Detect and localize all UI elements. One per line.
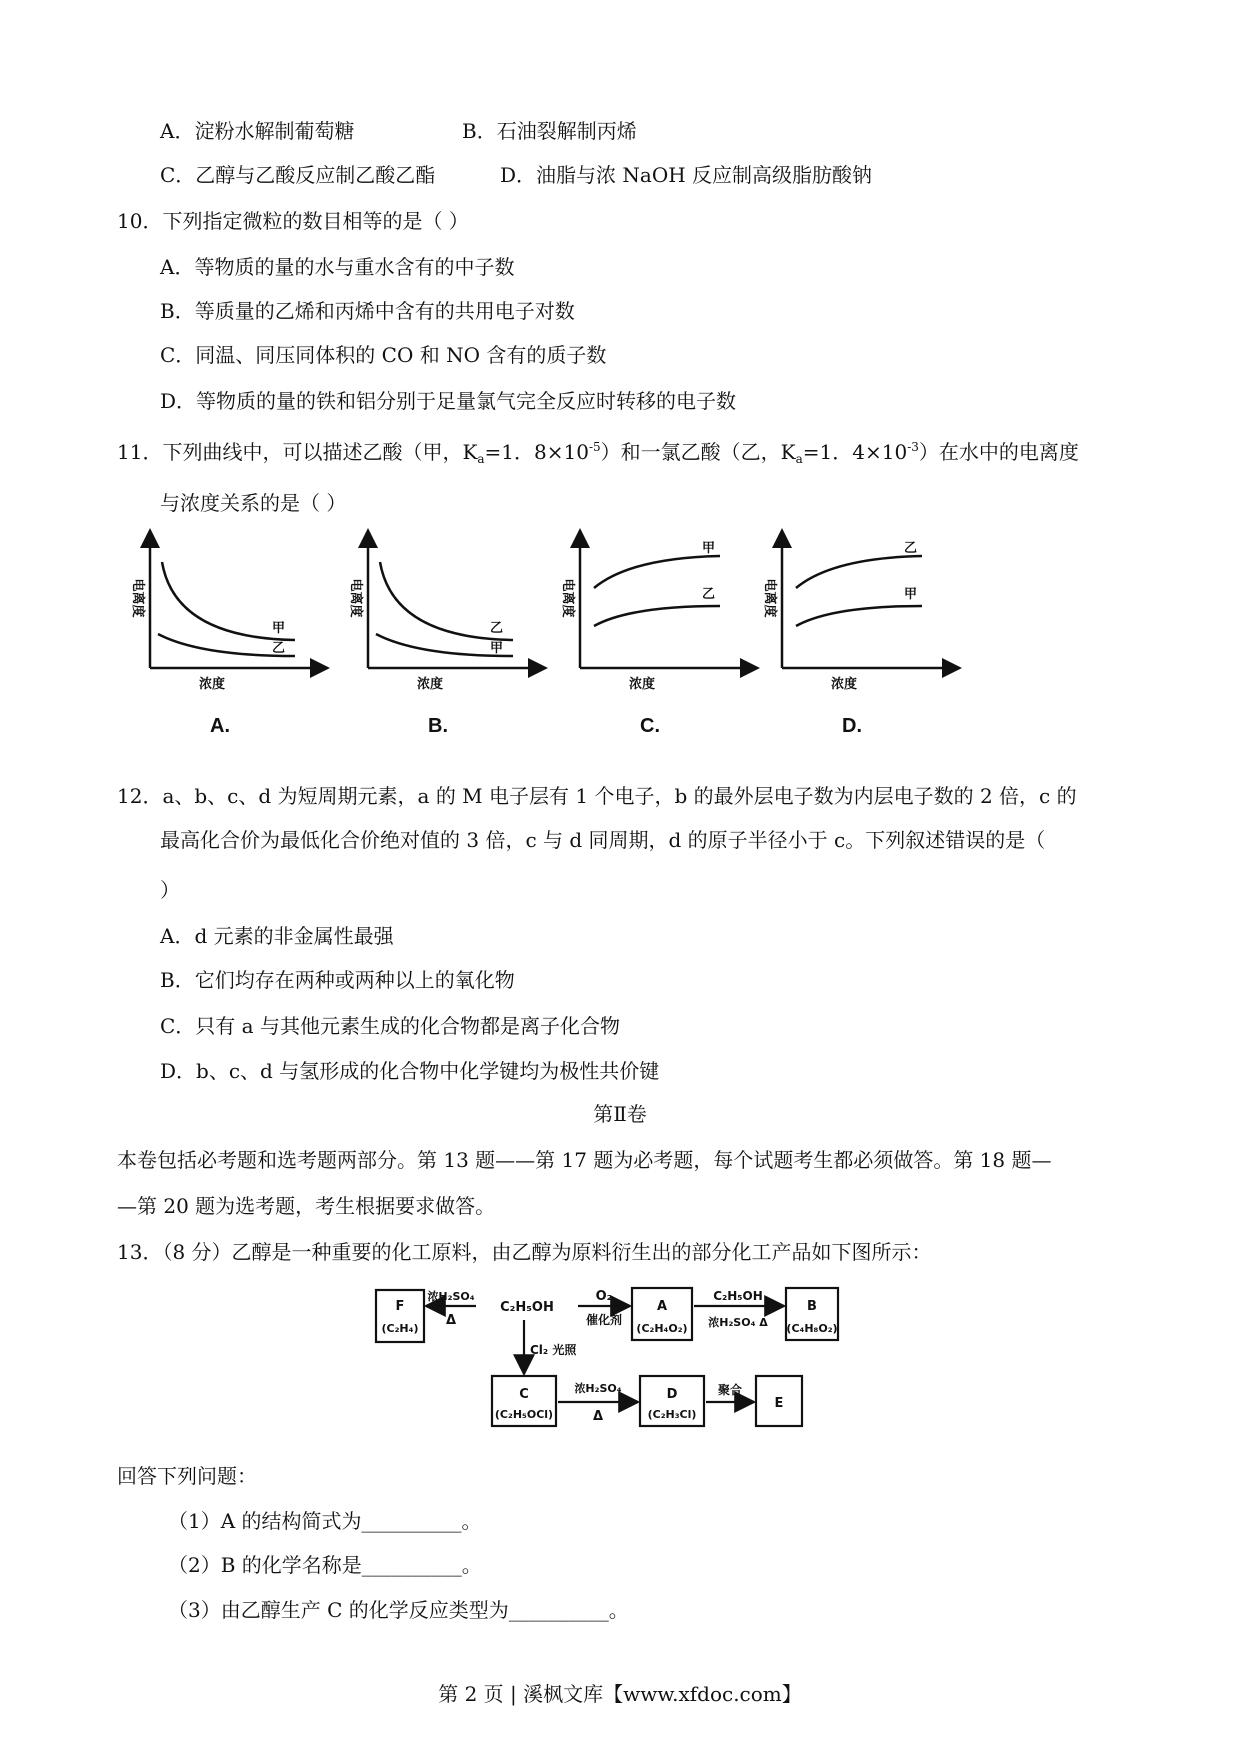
x-axis-label: 浓度 [198, 677, 226, 692]
q9-option-c: C．乙醇与乙酸反应制乙酸乙酯 [160, 163, 436, 187]
q10-option-a: A．等物质的量的水与重水含有的中子数 [160, 255, 515, 279]
q9-option-b: B．石油裂解制丙烯 [462, 119, 637, 143]
chart-option-letter: D. [842, 715, 862, 737]
q13-sub2: （2）B 的化学名称是__________。 [168, 1553, 482, 1577]
ab-condition-2: 浓H₂SO₄ Δ [708, 1316, 768, 1329]
part2-intro-line1: 本卷包括必考题和选考题两部分。第 13 题——第 17 题为必考题，每个试题考生都必须做答。第 18 题— [117, 1148, 1052, 1172]
ka-subscript: a [795, 452, 803, 466]
ka-exponent: -3 [907, 440, 919, 454]
q12-stem-line3: ） [160, 878, 180, 902]
c-formula: (C₂H₅OCl) [494, 1408, 554, 1421]
q13-stem: 13．（8 分）乙醇是一种重要的化工原料，由乙醇为原料衍生出的部分化工产品如下图所示： [117, 1240, 932, 1264]
q12-stem-line2: 最高化合价为最低化合价绝对值的 3 倍，c 与 d 同周期，d 的原子半径小于 c。下列叙述错误的是（ [160, 828, 1046, 852]
q12-option-b: B．它们均存在两种或两种以上的氧化物 [160, 968, 515, 992]
curve-lower [594, 606, 720, 626]
catalyst-condition: 催化剂 [585, 1313, 623, 1327]
ab-condition: C₂H₅OH [713, 1289, 763, 1303]
b-formula: (C₄H₈O₂) [786, 1322, 838, 1335]
q12-option-c: C．只有 a 与其他元素生成的化合物都是离子化合物 [160, 1014, 620, 1038]
curve-upper-label: 甲 [272, 621, 286, 636]
y-axis-label: 电离度 [348, 578, 363, 618]
cl2-condition: Cl₂ 光照 [530, 1343, 577, 1357]
de-condition: 聚合 [717, 1383, 743, 1397]
cd-condition: 浓H₂SO₄ [574, 1382, 622, 1395]
q10-option-d: D．等物质的量的铁和铝分别于足量氯气完全反应时转移的电子数 [160, 389, 737, 413]
q11-stem-part: =1．8×10 [484, 440, 589, 464]
curve-lower-label: 乙 [272, 641, 286, 656]
curve-upper [796, 556, 922, 588]
chart-c [560, 538, 750, 737]
curve-upper-label: 乙 [490, 621, 504, 636]
chart-b [348, 538, 538, 737]
curve-lower-label: 甲 [904, 587, 918, 602]
q12-option-d: D．b、c、d 与氢形成的化合物中化学键均为极性共价键 [160, 1059, 660, 1083]
d-formula: (C₂H₃Cl) [647, 1408, 697, 1421]
chart-option-letter: A. [210, 715, 230, 737]
q10-option-c: C．同温、同压同体积的 CO 和 NO 含有的质子数 [160, 343, 607, 367]
e-name: E [774, 1396, 784, 1411]
y-axis-label: 电离度 [560, 578, 575, 618]
q10-option-b: B．等质量的乙烯和丙烯中含有的共用电子对数 [160, 299, 575, 323]
x-axis-label: 浓度 [416, 677, 444, 692]
curve-upper [594, 556, 720, 588]
part2-title: 第Ⅱ卷 [593, 1102, 647, 1126]
q12-stem-line1: 12．a、b、c、d 为短周期元素，a 的 M 电子层有 1 个电子，b 的最外层电子数为内层电子数的 2 倍，c 的 [117, 784, 1077, 808]
q13-sub1: （1）A 的结构简式为__________。 [168, 1509, 482, 1533]
y-axis-label: 电离度 [762, 578, 777, 618]
q13-sub3: （3）由乙醇生产 C 的化学反应类型为__________。 [168, 1598, 629, 1622]
curve-lower-label: 甲 [490, 641, 504, 656]
f-formula: (C₂H₄) [381, 1322, 419, 1335]
q11-stem-part: =1．4×10 [802, 440, 908, 464]
o2-condition: O₂ [595, 1289, 613, 1304]
q9-option-a: A．淀粉水解制葡萄糖 [160, 119, 355, 143]
chart-a [130, 538, 320, 737]
c-name: C [519, 1387, 529, 1402]
b-name: B [807, 1299, 817, 1314]
page-footer: 第 2 页 | 溪枫文库【www.xfdoc.com】 [438, 1682, 802, 1706]
curve-lower [796, 606, 922, 626]
q13-reaction-diagram [370, 1270, 890, 1430]
curve-upper-label: 乙 [904, 541, 918, 556]
curve-lower-label: 乙 [702, 587, 716, 602]
f-name: F [395, 1299, 405, 1314]
f-condition-heat: Δ [445, 1313, 457, 1328]
ka-exponent: -5 [588, 440, 601, 454]
x-axis-label: 浓度 [830, 677, 858, 692]
a-name: A [656, 1299, 668, 1314]
chart-option-letter: B. [428, 715, 448, 737]
ethanol-label: C₂H₅OH [500, 1300, 554, 1315]
d-name: D [666, 1387, 678, 1402]
a-formula: (C₂H₄O₂) [636, 1322, 688, 1335]
cd-condition-heat: Δ [592, 1409, 604, 1424]
part2-intro-line2: —第 20 题为选考题，考生根据要求做答。 [117, 1194, 496, 1218]
q11-stem [117, 433, 1079, 473]
q11-stem-part: ）和一氯乙酸（乙，K [600, 440, 796, 464]
y-axis-label: 电离度 [130, 578, 145, 618]
q11-stem-continued: 与浓度关系的是（ ） [160, 491, 347, 515]
q13-answer-intro: 回答下列问题： [117, 1464, 257, 1488]
q11-stem-part: ）在水中的电离度 [918, 440, 1079, 464]
q12-option-a: A．d 元素的非金属性最强 [160, 924, 394, 948]
chart-d [762, 538, 952, 737]
q11-charts [0, 520, 1240, 755]
ka-subscript: a [477, 452, 485, 466]
q10-stem: 10．下列指定微粒的数目相等的是（ ） [117, 209, 469, 233]
x-axis-label: 浓度 [628, 677, 656, 692]
chart-option-letter: C. [640, 715, 660, 737]
f-condition: 浓H₂SO₄ [427, 1290, 475, 1303]
q11-stem-part: 11．下列曲线中，可以描述乙酸（甲，K [117, 440, 478, 464]
q9-option-d: D．油脂与浓 NaOH 反应制高级脂肪酸钠 [500, 163, 873, 187]
curve-upper-label: 甲 [702, 541, 716, 556]
